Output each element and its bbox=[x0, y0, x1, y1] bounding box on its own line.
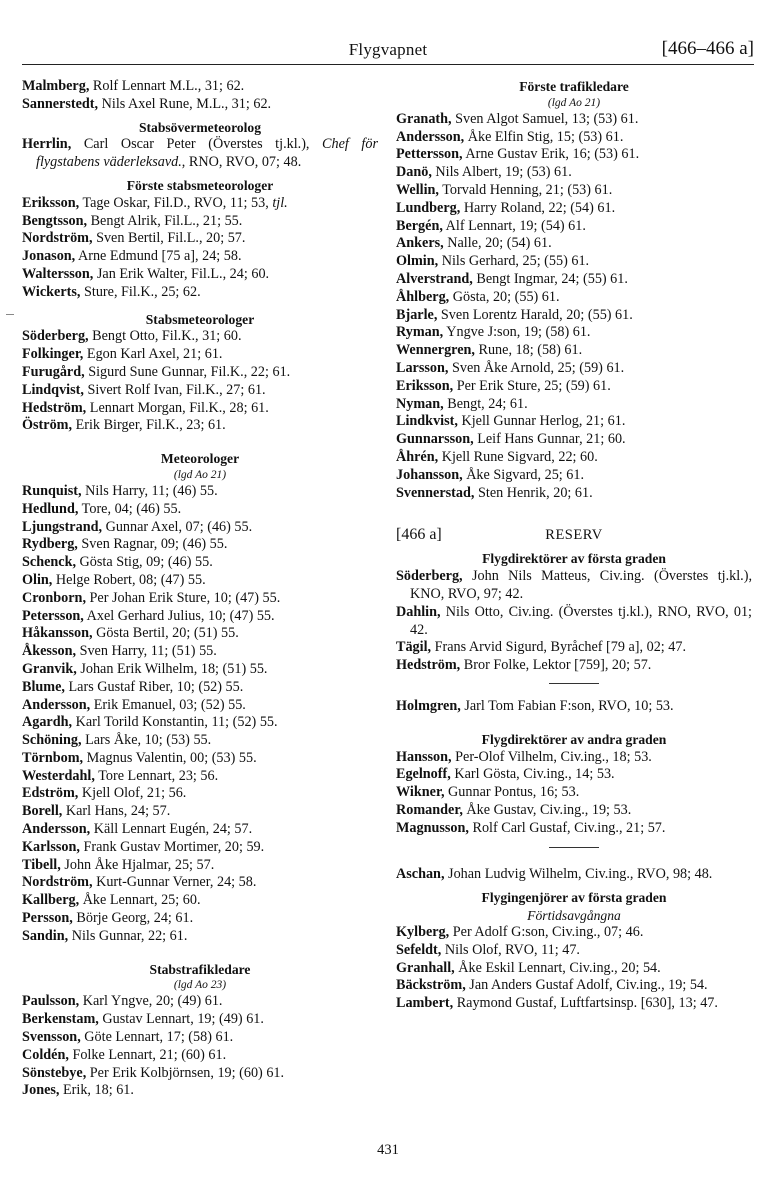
stabstrafikledare-list bbox=[22, 993, 378, 1100]
list-entry bbox=[22, 1011, 378, 1029]
list-entry bbox=[22, 230, 378, 248]
list-entry bbox=[22, 732, 378, 750]
entry-text: Nils Harry, 11; (46) 55. bbox=[81, 482, 218, 499]
entry-text: Gunnar Axel, 07; (46) 55. bbox=[102, 518, 253, 535]
entry-name: Berkenstam, bbox=[22, 1011, 99, 1028]
entry-text: Bengt, 24; 61. bbox=[443, 395, 528, 412]
entry-name: Edström, bbox=[22, 785, 79, 802]
entry-text: Åke Sigvard, 25; 61. bbox=[462, 466, 585, 483]
entry-text: Per-Olof Vilhelm, Civ.ing., 18; 53. bbox=[451, 748, 652, 765]
entry-name: Hedström, bbox=[22, 399, 87, 416]
list-entry bbox=[396, 271, 752, 289]
entry-text: Kjell Gunnar Herlog, 21; 61. bbox=[457, 413, 626, 430]
entry-text: Gösta, 20; (55) 61. bbox=[449, 288, 560, 305]
top-entries bbox=[22, 78, 378, 114]
entry-name: Sönstebye, bbox=[22, 1064, 87, 1081]
entry-name: Blume, bbox=[22, 678, 65, 695]
entry-text: Nils Gerhard, 25; (55) 61. bbox=[438, 253, 590, 270]
list-entry bbox=[22, 266, 378, 284]
list-entry bbox=[396, 960, 752, 978]
entry-name: Nordström, bbox=[22, 230, 93, 247]
list-entry bbox=[396, 253, 752, 271]
list-entry bbox=[22, 501, 378, 519]
forste-stabsmeteorologer-list bbox=[22, 195, 378, 302]
section-note-forste-trafikledare: (lgd Ao 21) bbox=[547, 96, 601, 109]
entry-text: Tage Oskar, Fil.D., RVO, 11; 53, bbox=[79, 194, 273, 211]
list-entry bbox=[396, 289, 752, 307]
entry-name: Lambert, bbox=[396, 995, 454, 1012]
entry-text: Gösta Bertil, 20; (51) 55. bbox=[92, 625, 239, 642]
entry-name: Lindqvist, bbox=[22, 381, 84, 398]
list-entry bbox=[22, 803, 378, 821]
entry-text: Sture, Fil.K., 25; 62. bbox=[80, 283, 201, 300]
list-entry bbox=[396, 129, 752, 147]
flygdirektorer-forsta-list bbox=[396, 568, 752, 675]
flygdirektorer-andra-list bbox=[396, 749, 752, 838]
list-entry bbox=[22, 195, 378, 213]
running-title: Flygvapnet bbox=[348, 40, 428, 59]
entry-text: Sivert Rolf Ivan, Fil.K., 27; 61. bbox=[83, 381, 266, 398]
list-entry bbox=[22, 400, 378, 418]
entry-text: Johan Ludvig Wilhelm, Civ.ing., RVO, 98; 48. bbox=[444, 866, 713, 883]
section-note-meteorologer: (lgd Ao 21) bbox=[173, 468, 227, 481]
entry-name: Bjarle, bbox=[396, 306, 438, 323]
entry-name: Schöning, bbox=[22, 732, 82, 749]
entry-text: Johan Erik Wilhelm, 18; (51) 55. bbox=[76, 660, 268, 677]
entry-text: Gösta Stig, 09; (46) 55. bbox=[76, 554, 213, 571]
entry-text: Karl Yngve, 20; (49) 61. bbox=[79, 993, 223, 1010]
running-header bbox=[22, 36, 754, 65]
list-entry bbox=[22, 643, 378, 661]
list-entry bbox=[396, 995, 752, 1013]
entry-text: Lennart Morgan, Fil.K., 28; 61. bbox=[86, 399, 269, 416]
entry-text: Åke Eskil Lennart, Civ.ing., 20; 54. bbox=[454, 959, 661, 976]
entry-text: Per Erik Sture, 25; (59) 61. bbox=[453, 377, 611, 394]
entry-name: Paulsson, bbox=[22, 993, 80, 1010]
list-entry bbox=[396, 164, 752, 182]
entry-name: Ljungstrand, bbox=[22, 518, 103, 535]
entry-text: Frank Gustav Mortimer, 20; 59. bbox=[79, 838, 265, 855]
list-entry bbox=[396, 657, 752, 675]
section-note-fortidsavgangna: Förtidsavgångna bbox=[527, 908, 621, 924]
list-entry bbox=[396, 924, 752, 942]
entry-name: Wickerts, bbox=[22, 283, 81, 300]
entry-name: Olin, bbox=[22, 571, 53, 588]
flygingenjorer-list bbox=[396, 924, 752, 1013]
entry-text: Sven Lorentz Harald, 20; (55) 61. bbox=[437, 306, 633, 323]
list-entry bbox=[22, 536, 378, 554]
list-entry bbox=[22, 483, 378, 501]
entry-name: Coldén, bbox=[22, 1046, 69, 1063]
entry-text: Rolf Lennart M.L., 31; 62. bbox=[89, 78, 245, 94]
entry-name: Hedström, bbox=[396, 657, 461, 674]
list-entry bbox=[396, 342, 752, 360]
entry-text: Nils Axel Rune, M.L., 31; 62. bbox=[98, 95, 272, 112]
entry-text: Sven Algot Samuel, 13; (53) 61. bbox=[451, 110, 639, 127]
entry-text: Gunnar Pontus, 16; 53. bbox=[444, 784, 580, 801]
entry-name: Pettersson, bbox=[396, 146, 463, 163]
entry-text: Per Johan Erik Sture, 10; (47) 55. bbox=[86, 589, 281, 606]
list-entry bbox=[22, 1029, 378, 1047]
entry-text: John Nils Matteus, Civ.ing. (Överstes tj.kl.), KNO, RVO, 97; 42. bbox=[410, 568, 752, 602]
list-entry bbox=[22, 750, 378, 768]
entry-name: Åkesson, bbox=[22, 643, 77, 660]
reserv-heading bbox=[396, 526, 752, 548]
entry-text: Nalle, 20; (54) 61. bbox=[443, 235, 552, 252]
list-entry bbox=[396, 324, 752, 342]
list-entry bbox=[396, 235, 752, 253]
list-entry bbox=[22, 697, 378, 715]
list-entry bbox=[396, 749, 752, 767]
section-title-forste-stabsmeteorologer: Förste stabsmeteorologer bbox=[126, 177, 274, 193]
page-number: 431 bbox=[377, 1142, 399, 1158]
entry-name: Gunnarsson, bbox=[396, 431, 474, 448]
entry-name: Öström, bbox=[22, 417, 73, 434]
entry-text: Börje Georg, 24; 61. bbox=[72, 910, 194, 927]
list-entry bbox=[396, 766, 752, 784]
list-entry bbox=[396, 111, 752, 129]
list-entry bbox=[22, 625, 378, 643]
entry-text: Karl Gösta, Civ.ing., 14; 53. bbox=[450, 766, 615, 783]
list-entry bbox=[396, 485, 752, 503]
entry-italic: tjl. bbox=[272, 194, 288, 211]
entry-name: Sandin, bbox=[22, 927, 69, 944]
list-entry bbox=[396, 200, 752, 218]
right-column bbox=[396, 78, 752, 1013]
section-title-flygdirektorer-andra: Flygdirektörer av andra graden bbox=[481, 731, 667, 747]
list-entry bbox=[396, 639, 752, 657]
list-entry bbox=[22, 910, 378, 928]
entry-name: Andersson, bbox=[22, 821, 91, 838]
forste-trafikledare-list bbox=[396, 111, 752, 503]
list-entry bbox=[396, 604, 752, 640]
entry-text: Gustav Lennart, 19; (49) 61. bbox=[98, 1011, 264, 1028]
entry-name: Kallberg, bbox=[22, 892, 80, 909]
list-entry bbox=[22, 213, 378, 231]
entry-name: Rydberg, bbox=[22, 536, 78, 553]
list-entry bbox=[22, 346, 378, 364]
entry-text: Tore, 04; (46) 55. bbox=[78, 500, 182, 517]
entry-text: Åke Gustav, Civ.ing., 19; 53. bbox=[462, 801, 632, 818]
entry-name: Folkinger, bbox=[22, 346, 84, 363]
entry-text: Bengt Alrik, Fil.L., 21; 55. bbox=[87, 212, 243, 229]
list-entry bbox=[396, 307, 752, 325]
list-entry bbox=[22, 857, 378, 875]
list-entry bbox=[22, 768, 378, 786]
entry-name: Wennergren, bbox=[396, 342, 475, 359]
entry-text: John Åke Hjalmar, 25; 57. bbox=[60, 856, 215, 873]
entry-text: Egon Karl Axel, 21; 61. bbox=[83, 346, 223, 363]
entry-name: Karlsson, bbox=[22, 838, 80, 855]
list-entry bbox=[396, 942, 752, 960]
section-title-flygingenjorer: Flygingenjörer av första graden bbox=[481, 890, 667, 906]
entry-name: Granath, bbox=[396, 110, 452, 127]
entry-name: Svennerstad, bbox=[396, 484, 475, 501]
list-entry bbox=[396, 218, 752, 236]
list-entry bbox=[22, 590, 378, 608]
entry-text: Torvald Henning, 21; (53) 61. bbox=[438, 181, 613, 198]
entry-text: Jan Anders Gustaf Adolf, Civ.ing., 19; 54. bbox=[465, 977, 708, 994]
entry-name: Hansson, bbox=[396, 748, 452, 765]
section-range: [466–466 a] bbox=[661, 38, 754, 59]
list-entry bbox=[22, 554, 378, 572]
list-entry bbox=[22, 928, 378, 946]
stabsmeteorologer-list bbox=[22, 328, 378, 435]
entry-name: Schenck, bbox=[22, 554, 76, 571]
list-entry bbox=[22, 714, 378, 732]
list-entry bbox=[396, 977, 752, 995]
entry-text: Leif Hans Gunnar, 21; 60. bbox=[473, 431, 626, 448]
entry-name: Eriksson, bbox=[22, 194, 80, 211]
list-entry bbox=[22, 519, 378, 537]
list-entry bbox=[396, 396, 752, 414]
entry-text: Kjell Rune Sigvard, 22; 60. bbox=[438, 448, 598, 465]
entry-holmgren bbox=[396, 698, 752, 716]
list-entry bbox=[22, 572, 378, 590]
list-entry bbox=[22, 1065, 378, 1083]
entry-text: Frans Arvid Sigurd, Byråchef [79 a], 02; 47. bbox=[431, 639, 687, 656]
list-entry bbox=[22, 328, 378, 346]
entry-name: Olmin, bbox=[396, 253, 439, 270]
entry-text: Karl Torild Konstantin, 11; (52) 55. bbox=[72, 714, 278, 731]
entry-text: Raymond Gustaf, Luftfartsinsp. [630], 13; 47. bbox=[453, 995, 718, 1012]
entry-name: Jonason, bbox=[22, 248, 76, 265]
list-entry bbox=[396, 802, 752, 820]
entry-name: Wikner, bbox=[396, 784, 445, 801]
list-entry bbox=[22, 874, 378, 892]
entry-text: Sten Henrik, 20; 61. bbox=[474, 484, 593, 501]
entry-name: Nyman, bbox=[396, 395, 444, 412]
entry-name: Bengtsson, bbox=[22, 212, 88, 229]
entry-text: Bror Folke, Lektor [759], 20; 57. bbox=[460, 657, 652, 674]
list-entry bbox=[396, 413, 752, 431]
entry-name: Larsson, bbox=[396, 359, 449, 376]
entry-text: , RNO, RVO, 07; 48. bbox=[181, 154, 302, 171]
list-entry bbox=[396, 820, 752, 838]
entry-name: Hedlund, bbox=[22, 500, 79, 517]
entry-name: Bäckström, bbox=[396, 977, 466, 994]
list-entry bbox=[22, 993, 378, 1011]
list-entry bbox=[22, 821, 378, 839]
list-entry bbox=[22, 417, 378, 435]
entry-text: Carl Oscar Peter (Överstes tj.kl.), bbox=[71, 136, 323, 153]
entry-text: Sven Åke Arnold, 25; (59) 61. bbox=[448, 359, 625, 376]
entry-text: Sven Ragnar, 09; (46) 55. bbox=[77, 536, 228, 553]
entry-text: Sven Harry, 11; (51) 55. bbox=[76, 643, 217, 660]
entry-name: Bergén, bbox=[396, 217, 443, 234]
entry-name: Tibell, bbox=[22, 856, 61, 873]
section-title-forste-trafikledare: Förste trafikledare bbox=[519, 79, 629, 94]
entry-name: Malmberg, bbox=[22, 78, 90, 94]
entry-name: Törnbom, bbox=[22, 749, 84, 766]
entry-name: Kylberg, bbox=[396, 924, 450, 941]
list-entry bbox=[22, 1047, 378, 1065]
entry-herrlin bbox=[22, 136, 378, 172]
entry-text: Kurt-Gunnar Verner, 24; 58. bbox=[92, 874, 257, 891]
list-entry bbox=[396, 378, 752, 396]
entry-text: Jan Erik Walter, Fil.L., 24; 60. bbox=[93, 265, 270, 282]
entry-name: Eriksson, bbox=[396, 377, 454, 394]
entry-text: Nils Gunnar, 22; 61. bbox=[68, 927, 188, 944]
entry-name: Petersson, bbox=[22, 607, 84, 624]
section-title-stabsovermeteorolog: Stabsövermeteorolog bbox=[138, 119, 262, 135]
section-title-stabstrafikledare: Stabstrafikledare bbox=[149, 961, 251, 977]
list-entry bbox=[22, 382, 378, 400]
entry-text: Tore Lennart, 23; 56. bbox=[94, 767, 219, 784]
meteorologer-list bbox=[22, 483, 378, 946]
entry-name: Sefeldt, bbox=[396, 941, 442, 958]
margin-mark bbox=[6, 314, 14, 315]
list-entry bbox=[22, 679, 378, 697]
entry-name: Söderberg, bbox=[22, 328, 89, 345]
entry-name: Alverstrand, bbox=[396, 270, 473, 287]
entry-name: Wellin, bbox=[396, 181, 439, 198]
entry-name: Persson, bbox=[22, 910, 73, 927]
entry-name: Borell, bbox=[22, 803, 63, 820]
entry-name: Waltersson, bbox=[22, 265, 94, 282]
entry-name: Andersson, bbox=[22, 696, 91, 713]
entry-name: Åhlberg, bbox=[396, 288, 450, 305]
entry-name: Westerdahl, bbox=[22, 767, 95, 784]
entry-text: Bengt Otto, Fil.K., 31; 60. bbox=[88, 328, 242, 345]
reserv-section-number: [466 a] bbox=[396, 526, 442, 544]
list-entry bbox=[396, 146, 752, 164]
entry-name: Magnusson, bbox=[396, 819, 469, 836]
reserv-title: RESERV bbox=[545, 527, 603, 544]
list-entry bbox=[22, 248, 378, 266]
entry-text: Nils Olof, RVO, 11; 47. bbox=[441, 941, 580, 958]
entry-name: Söderberg, bbox=[396, 568, 463, 585]
entry-name: Danö, bbox=[396, 164, 432, 181]
list-entry bbox=[396, 182, 752, 200]
list-entry bbox=[22, 661, 378, 679]
list-entry bbox=[22, 785, 378, 803]
section-title-meteorologer: Meteorologer bbox=[160, 451, 240, 467]
entry-name: Nordström, bbox=[22, 874, 93, 891]
list-entry bbox=[22, 892, 378, 910]
entry-text: Lars Åke, 10; (53) 55. bbox=[81, 732, 212, 749]
entry-text: Rolf Carl Gustaf, Civ.ing., 21; 57. bbox=[468, 819, 666, 836]
list-entry bbox=[396, 467, 752, 485]
entry-name: Granvik, bbox=[22, 660, 77, 677]
entry-text: Göte Lennart, 17; (58) 61. bbox=[80, 1029, 234, 1046]
entry-text: Åke Lennart, 25; 60. bbox=[79, 892, 201, 909]
entry-name: Håkansson, bbox=[22, 625, 93, 642]
entry-text: Sven Bertil, Fil.L., 20; 57. bbox=[92, 230, 246, 247]
entry-name: Ryman, bbox=[396, 324, 444, 341]
separator-rule bbox=[549, 847, 599, 848]
entry-name: Holmgren, bbox=[396, 697, 461, 714]
entry-name: Lindkvist, bbox=[396, 413, 458, 430]
list-entry bbox=[396, 568, 752, 604]
section-note-stabstrafikledare: (lgd Ao 23) bbox=[173, 979, 227, 992]
entry-name: Furugård, bbox=[22, 363, 85, 380]
entry-text: Käll Lennart Eugén, 24; 57. bbox=[90, 821, 253, 838]
list-entry bbox=[22, 284, 378, 302]
list-entry bbox=[22, 608, 378, 626]
list-entry bbox=[22, 1082, 378, 1100]
section-title-stabsmeteorologer: Stabsmeteorologer bbox=[145, 311, 255, 327]
list-entry bbox=[396, 449, 752, 467]
entry-text: Åke Elfin Stig, 15; (53) 61. bbox=[464, 128, 624, 145]
entry-text: Alf Lennart, 19; (54) 61. bbox=[442, 217, 586, 234]
entry-name: Runquist, bbox=[22, 482, 82, 499]
entry-text: Axel Gerhard Julius, 10; (47) 55. bbox=[83, 607, 275, 624]
entry-text: Erik, 18; 61. bbox=[59, 1082, 134, 1099]
entry-name: Sannerstedt, bbox=[22, 95, 99, 112]
entry-name: Johansson, bbox=[396, 466, 463, 483]
entry-text: Erik Emanuel, 03; (52) 55. bbox=[90, 696, 246, 713]
entry-text: Bengt Ingmar, 24; (55) 61. bbox=[472, 270, 628, 287]
entry-name: Herrlin, bbox=[22, 136, 72, 153]
entry-aschan bbox=[396, 866, 752, 884]
list-entry bbox=[22, 364, 378, 382]
separator-rule bbox=[549, 683, 599, 684]
section-title-flygdirektorer-forsta: Flygdirektörer av första graden bbox=[482, 551, 666, 567]
entry-name: Agardh, bbox=[22, 714, 73, 731]
entry-italic: Chef för flygstabens väderleksavd. bbox=[36, 136, 378, 171]
list-entry bbox=[396, 784, 752, 802]
entry-name: Dahlin, bbox=[396, 603, 441, 620]
entry-name: Egelnoff, bbox=[396, 766, 451, 783]
entry-text: Jarl Tom Fabian F:son, RVO, 10; 53. bbox=[460, 697, 674, 714]
entry-name: Cronborn, bbox=[22, 589, 86, 606]
list-entry bbox=[396, 360, 752, 378]
entry-name: Aschan, bbox=[396, 866, 445, 883]
entry-name: Åhrén, bbox=[396, 448, 439, 465]
entry-name: Ankers, bbox=[396, 235, 444, 252]
list-entry bbox=[22, 839, 378, 857]
entry-text: Harry Roland, 22; (54) 61. bbox=[460, 199, 616, 216]
entry-text: Rune, 18; (58) 61. bbox=[474, 342, 583, 359]
entry-text: Arne Edmund [75 a], 24; 58. bbox=[75, 248, 242, 265]
entry-text: Kjell Olof, 21; 56. bbox=[78, 785, 187, 802]
entry-name: Svensson, bbox=[22, 1029, 81, 1046]
entry-text: Per Adolf G:son, Civ.ing., 07; 46. bbox=[449, 924, 644, 941]
entry-text: Per Erik Kolbjörnsen, 19; (60) 61. bbox=[86, 1064, 285, 1081]
entry-text: Helge Robert, 08; (47) 55. bbox=[52, 571, 206, 588]
entry-text: Folke Lennart, 21; (60) 61. bbox=[68, 1046, 227, 1063]
entry-name: Andersson, bbox=[396, 128, 465, 145]
list-entry bbox=[396, 431, 752, 449]
entry-text: Nils Otto, Civ.ing. (Överstes tj.kl.), RNO, RVO, 01; 42. bbox=[410, 603, 752, 638]
entry-text: Arne Gustav Erik, 16; (53) 61. bbox=[462, 146, 640, 163]
left-column bbox=[22, 78, 378, 1100]
entry-text: Sigurd Sune Gunnar, Fil.K., 22; 61. bbox=[84, 363, 291, 380]
entry-text: Yngve J:son, 19; (58) 61. bbox=[443, 324, 591, 341]
entry-name: Tägil, bbox=[396, 639, 432, 656]
entry-name: Lundberg, bbox=[396, 199, 461, 216]
list-entry bbox=[22, 96, 378, 114]
entry-text: Magnus Valentin, 00; (53) 55. bbox=[83, 749, 257, 766]
entry-text: Lars Gustaf Riber, 10; (52) 55. bbox=[64, 678, 244, 695]
entry-text: Erik Birger, Fil.K., 23; 61. bbox=[72, 417, 226, 434]
entry-name: Jones, bbox=[22, 1082, 60, 1099]
list-entry bbox=[22, 78, 378, 96]
entry-name: Romander, bbox=[396, 801, 463, 818]
entry-text: Karl Hans, 24; 57. bbox=[62, 803, 171, 820]
entry-text: Nils Albert, 19; (53) 61. bbox=[431, 164, 572, 181]
entry-name: Granhall, bbox=[396, 959, 455, 976]
